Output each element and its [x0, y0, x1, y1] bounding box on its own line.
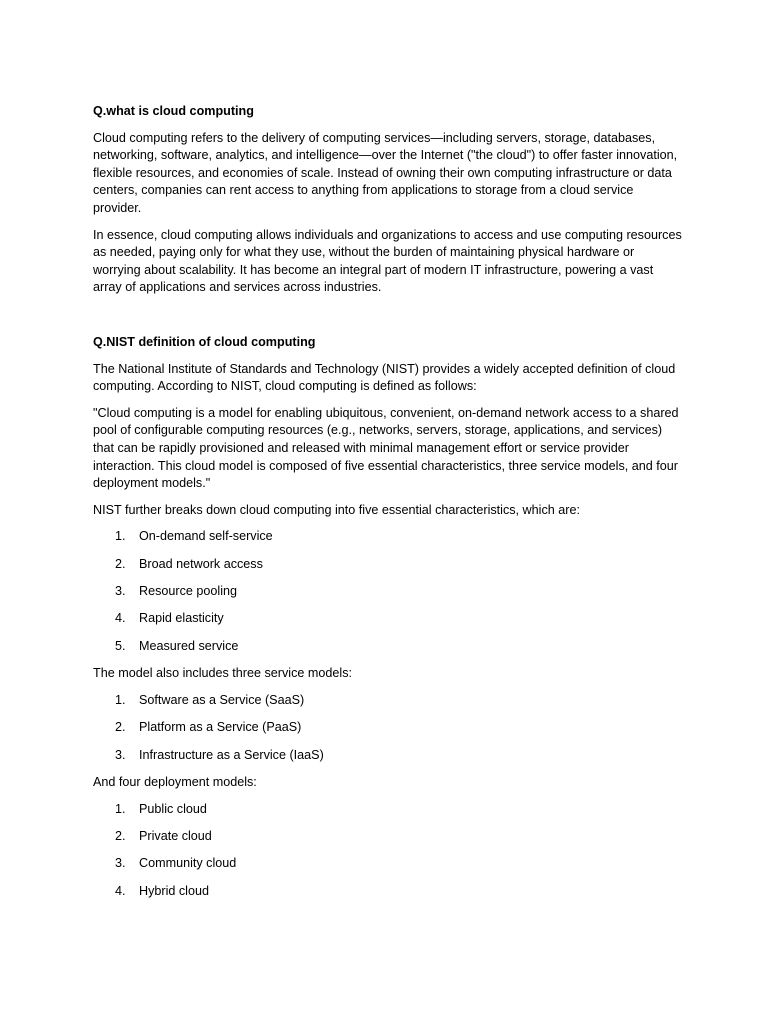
list-item [93, 828, 683, 846]
list-item [93, 883, 683, 901]
list-item-text: Broad network access [139, 556, 263, 571]
list-number: 3. [115, 856, 126, 871]
list-item [93, 556, 683, 574]
list-number: 2. [115, 720, 126, 735]
list-item [93, 855, 683, 873]
list-item-text: Software as a Service (SaaS) [139, 692, 305, 707]
list-item-text: Hybrid cloud [139, 883, 209, 898]
list-item [93, 528, 683, 546]
list-item [93, 801, 683, 819]
paragraph-service-models-intro: The model also includes three service models: [93, 666, 352, 681]
paragraph-essence: In essence, cloud computing allows individuals and organizations to access and use computing resources as needed, paying only for what they use, without the burden of maintaining physical hardware or worrying about scalability. It has become an integral part of modern IT infrastructure, powering a vast array of applications and services across industries. [93, 227, 682, 295]
list-item-text: Private cloud [139, 828, 212, 843]
list-number: 4. [115, 611, 126, 626]
section-title-cloud-computing: Q.what is cloud computing [93, 104, 254, 118]
list-item-text: Resource pooling [139, 584, 238, 599]
list-number: 5. [115, 638, 126, 653]
list-item [93, 719, 683, 737]
section-title-nist: Q.NIST definition of cloud computing [93, 334, 316, 349]
characteristics-list [93, 528, 683, 655]
list-number: 1. [115, 801, 126, 816]
list-number: 4. [115, 883, 126, 898]
list-number: 3. [115, 584, 126, 599]
list-number: 3. [115, 747, 126, 762]
list-item-text: Rapid elasticity [139, 611, 224, 626]
list-item [93, 583, 683, 601]
paragraph-definition: Cloud computing refers to the delivery of computing services—including servers, storage, databases, networking, software, analytics, and intelligence—over the Internet ("the cloud") to offer faster innovation, flexible resources, and economies of scale. Instead of owning their own computing infrastructure or data centers, companies can rent access to anything from applications to storage from a cloud service provider. [93, 130, 678, 215]
paragraph-deployment-intro: And four deployment models: [93, 775, 257, 789]
list-number: 2. [115, 828, 126, 843]
list-item-text: Public cloud [139, 801, 207, 816]
list-number: 1. [115, 692, 126, 707]
list-item-text: Platform as a Service (PaaS) [139, 720, 302, 735]
list-item-text: On-demand self-service [139, 529, 273, 544]
deployment-models-list [93, 801, 683, 901]
list-item-text: Community cloud [139, 856, 237, 871]
list-number: 2. [115, 556, 126, 571]
document-page [93, 103, 683, 910]
service-models-list [93, 692, 683, 764]
list-number: 1. [115, 529, 126, 544]
list-item [93, 692, 683, 710]
paragraph-nist-quote: "Cloud computing is a model for enabling ubiquitous, convenient, on-demand network access to a shared pool of configurable computing resources (e.g., networks, servers, storage, applications, and services) that can be rapidly provisioned and released with minimal management effort or service provider interaction. This cloud model is composed of five essential characteristics, three service models, and four deployment models." [93, 405, 679, 491]
paragraph-characteristics-intro: NIST further breaks down cloud computing into five essential characteristics, which are: [93, 502, 580, 517]
list-item [93, 747, 683, 765]
section-spacer [93, 306, 683, 334]
list-item-text: Infrastructure as a Service (IaaS) [139, 747, 324, 762]
list-item-text: Measured service [139, 638, 239, 653]
list-item [93, 610, 683, 628]
paragraph-nist-intro: The National Institute of Standards and Technology (NIST) provides a widely accepted definition of cloud computing. According to NIST, cloud computing is defined as follows: [93, 361, 676, 394]
list-item [93, 638, 683, 656]
